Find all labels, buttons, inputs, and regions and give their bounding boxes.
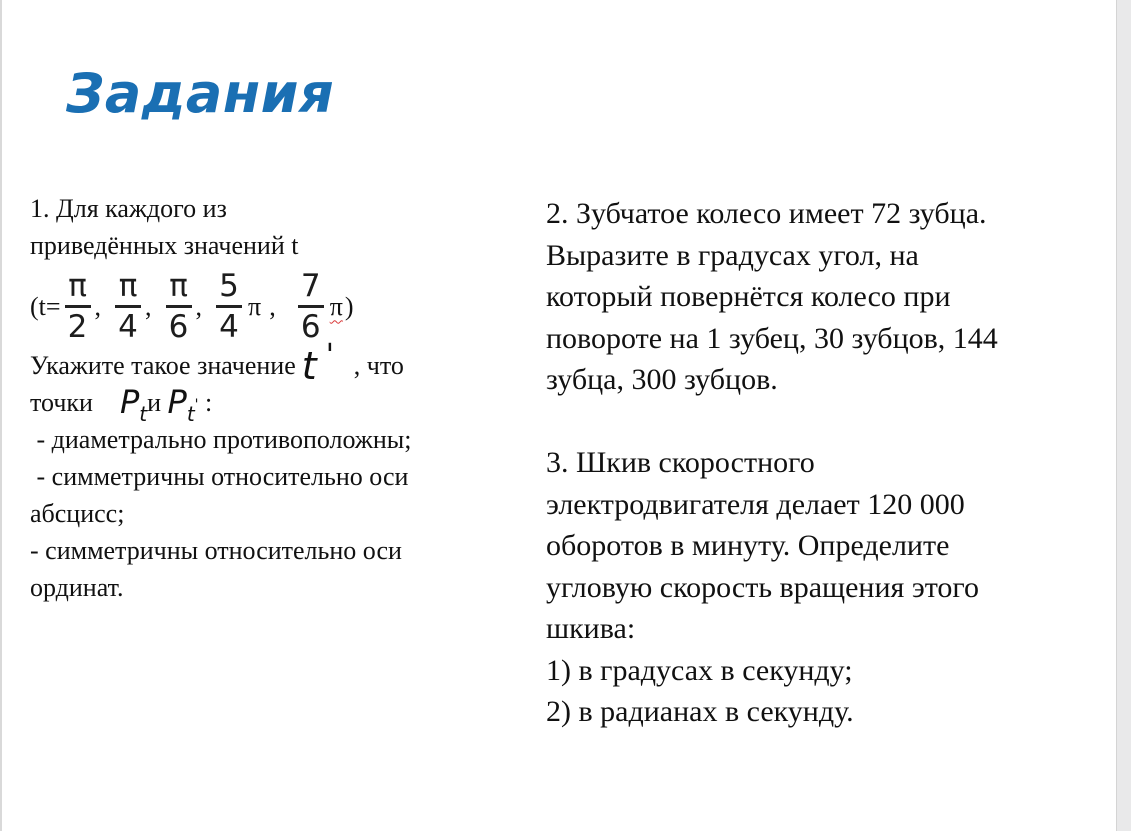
fraction-pi-over-2 <box>65 269 91 344</box>
task-2-line-1: 2. Зубчатое колесо имеет 72 зубца. <box>546 197 987 230</box>
task-2-line-4: повороте на 1 зубец, 30 зубцов, 144 <box>546 321 998 355</box>
prime-mark: ' <box>325 338 334 373</box>
condition-2-line-1: - симметричны относительно оси <box>30 462 409 491</box>
t-letter: t <box>301 344 317 388</box>
task-1-line-2: приведённых значений t <box>30 231 299 260</box>
left-border <box>0 0 2 831</box>
denominator: 2 <box>67 308 88 345</box>
point-p-t <box>119 383 148 426</box>
points-word: точки <box>30 388 93 417</box>
condition-3-line-1: - симметричны относительно оси <box>30 536 402 565</box>
points-line <box>30 383 510 426</box>
task-3-line-6: 1) в градусах в секунду; <box>546 653 853 687</box>
fraction-bar <box>166 305 192 308</box>
task-3-line-4: угловую скорость вращения этого <box>546 570 979 604</box>
indicate-text: Укажите такое значение <box>30 351 296 380</box>
right-gutter <box>1116 0 1131 831</box>
numerator: π <box>68 267 87 304</box>
fraction-pi-over-4 <box>115 269 141 344</box>
task-3-line-5: шкива: <box>546 612 636 645</box>
slide-title: Задания <box>66 62 335 125</box>
fraction-bar <box>115 305 141 308</box>
p-letter: P <box>119 383 140 421</box>
task-2-line-3: который повернётся колесо при <box>546 280 951 313</box>
comma: , <box>269 291 276 321</box>
paragraph-gap <box>546 401 1086 443</box>
condition-3-line-2: ординат. <box>30 573 124 602</box>
pi-symbol: π <box>329 291 343 321</box>
denominator: 4 <box>118 308 138 345</box>
fraction-bar <box>216 305 242 308</box>
p-letter: P <box>167 383 187 421</box>
fraction-5-over-4 <box>216 269 242 344</box>
subscript-t: t <box>186 402 195 426</box>
and-word: и <box>147 388 162 417</box>
subscript-prime: ' <box>194 397 199 413</box>
point-p-t-prime <box>167 383 199 426</box>
tasks-2-3 <box>546 193 1086 733</box>
fraction-bar <box>65 305 91 308</box>
numerator: 7 <box>300 267 321 304</box>
t-open-paren: (t= <box>30 291 61 321</box>
task-3-line-7: 2) в радианах в секунду. <box>546 695 854 728</box>
comma: , <box>195 291 203 321</box>
t-prime-formula <box>300 338 348 388</box>
pi-symbol: π <box>248 291 262 321</box>
denominator: 4 <box>219 308 239 345</box>
condition-2-line-2: абсцисс; <box>30 499 125 528</box>
task-2-line-5: зубца, 300 зубцов. <box>546 363 778 396</box>
task-2-line-2: Выразите в градусах угол, на <box>546 238 919 272</box>
colon: : <box>205 388 213 417</box>
indicate-suffix: , что <box>353 351 404 380</box>
numerator: π <box>118 267 138 304</box>
condition-1: - диаметрально противоположны; <box>30 425 412 454</box>
denominator: 6 <box>300 308 321 345</box>
subscript-t: t <box>139 402 148 426</box>
fraction-bar <box>298 305 324 308</box>
t-close-paren: ) <box>344 291 354 321</box>
numerator: π <box>169 267 188 304</box>
comma: , <box>94 291 102 321</box>
task-1 <box>30 190 510 606</box>
fraction-7-over-6 <box>298 269 324 344</box>
fraction-pi-over-6 <box>166 269 192 344</box>
task-1-line-1: 1. Для каждого из <box>30 194 227 223</box>
indicate-line <box>30 338 510 388</box>
task-3-line-3: оборотов в минуту. Определите <box>546 529 950 562</box>
task-3-line-1: 3. Шкив скоростного <box>546 446 815 479</box>
t-values-formula <box>30 268 510 344</box>
comma: , <box>145 291 152 321</box>
numerator: 5 <box>219 267 239 304</box>
task-3-line-2: электродвигателя делает 120 000 <box>546 487 965 521</box>
denominator: 6 <box>168 308 189 345</box>
